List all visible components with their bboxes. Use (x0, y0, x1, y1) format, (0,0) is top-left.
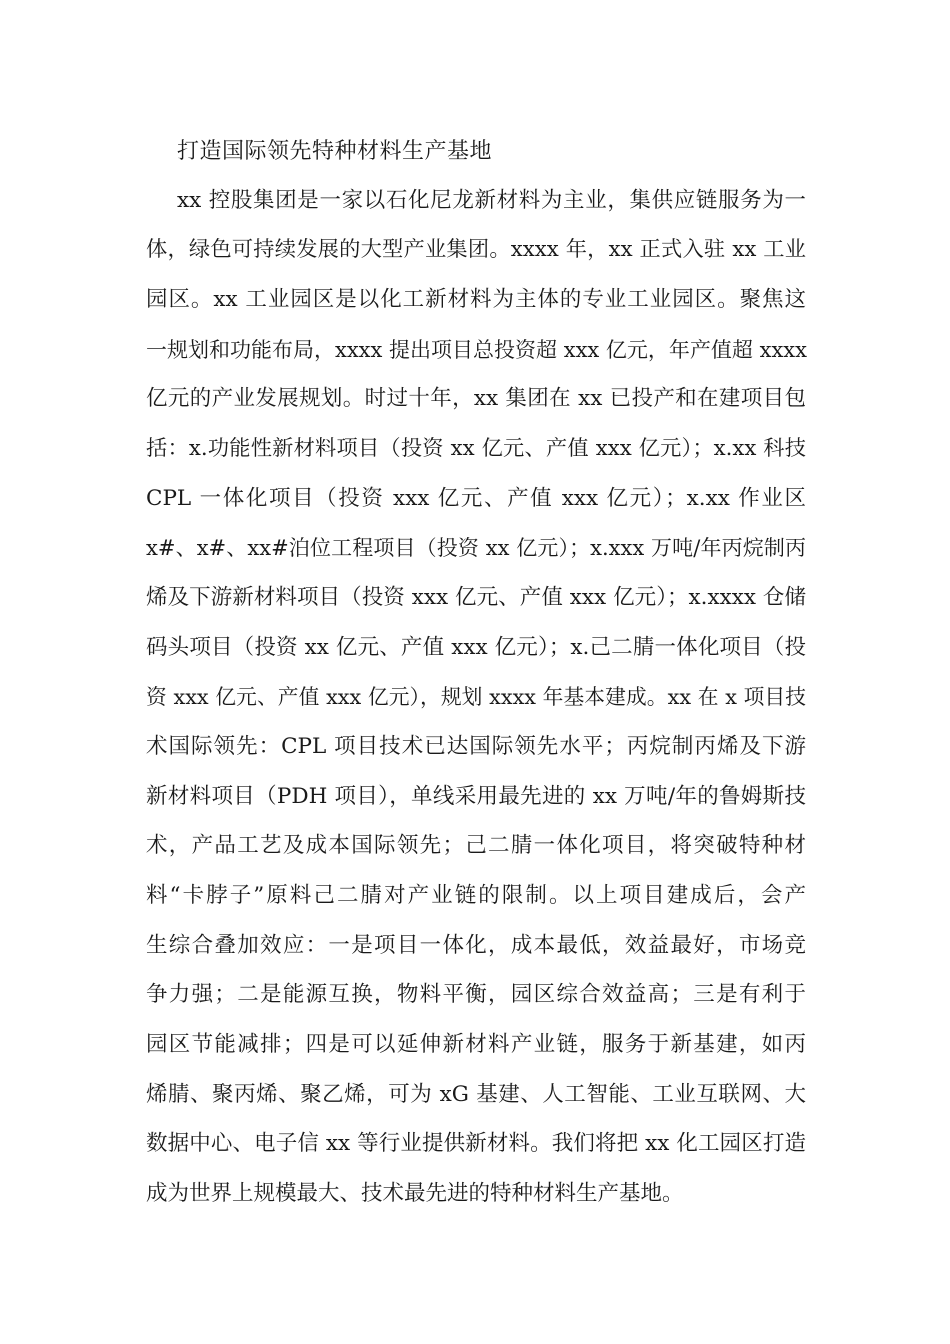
paragraph-line: 争力强；二是能源互换，物料平衡，园区综合效益高；三是有利于 (146, 982, 806, 1007)
paragraph-line: 括：x.功能性新材料项目（投资 xx 亿元、产值 xxx 亿元）；x.xx 科技 (146, 436, 806, 461)
paragraph-line: CPL 一体化项目（投资 xxx 亿元、产值 xxx 亿元）；x.xx 作业区 (146, 486, 806, 511)
paragraph-line: 新材料项目（PDH 项目），单线采用最先进的 xx 万吨/年的鲁姆斯技 (146, 784, 806, 809)
paragraph-line: 成为世界上规模最大、技术最先进的特种材料生产基地。 (146, 1181, 684, 1206)
paragraph-line: 园区。xx 工业园区是以化工新材料为主体的专业工业园区。聚焦这 (146, 287, 806, 312)
paragraph-line: 数据中心、电子信 xx 等行业提供新材料。我们将把 xx 化工园区打造 (146, 1131, 806, 1156)
paragraph-line: 码头项目（投资 xx 亿元、产值 xxx 亿元）；x.己二腈一体化项目（投 (146, 635, 806, 660)
paragraph-line: 体，绿色可持续发展的大型产业集团。xxxx 年，xx 正式入驻 xx 工业 (146, 237, 806, 262)
paragraph-line: 一规划和功能布局，xxxx 提出项目总投资超 xxx 亿元，年产值超 xxxx (146, 338, 807, 362)
paragraph-line: xx 控股集团是一家以石化尼龙新材料为主业，集供应链服务为一 (177, 188, 806, 213)
paragraph-line: 料“卡脖子”原料己二腈对产业链的限制。以上项目建成后，会产 (146, 883, 806, 908)
paragraph-line: 烯及下游新材料项目（投资 xxx 亿元、产值 xxx 亿元）；x.xxxx 仓储 (146, 585, 806, 610)
paragraph-line: 园区节能减排；四是可以延伸新材料产业链，服务于新基建，如丙 (146, 1032, 806, 1057)
paragraph-line: 术，产品工艺及成本国际领先；己二腈一体化项目，将突破特种材 (146, 833, 806, 858)
paragraph-line: 资 xxx 亿元、产值 xxx 亿元），规划 xxxx 年基本建成。xx 在 x 项目技 (146, 685, 806, 709)
document-title: 打造国际领先特种材料生产基地 (177, 139, 493, 164)
paragraph-line: 亿元的产业发展规划。时过十年，xx 集团在 xx 已投产和在建项目包 (146, 386, 806, 411)
paragraph-line: 生综合叠加效应：一是项目一体化，成本最低，效益最好，市场竞 (146, 933, 806, 958)
paragraph-line: 术国际领先：CPL 项目技术已达国际领先水平；丙烷制丙烯及下游 (146, 734, 806, 759)
paragraph-line: x#、x#、xx#泊位工程项目（投资 xx 亿元）；x.xxx 万吨/年丙烷制丙 (146, 536, 806, 560)
paragraph-line: 烯腈、聚丙烯、聚乙烯，可为 xG 基建、人工智能、工业互联网、大 (146, 1082, 806, 1107)
